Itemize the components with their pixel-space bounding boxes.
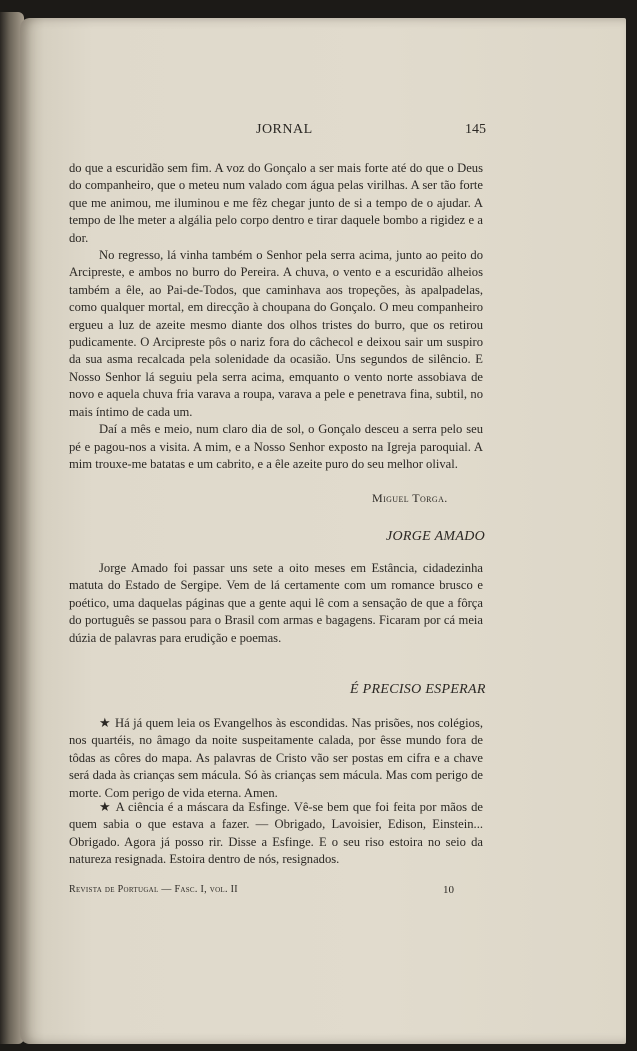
running-title: JORNAL — [256, 122, 313, 137]
star-icon: ★ — [99, 715, 111, 730]
paragraph: Daí a mês e meio, num claro dia de sol, o Gonçalo desceu a serra pelo seu pé e pagou-nos a visita. A mim, e a Nosso Senhor exposto na Igreja paroquial. A mim trouxe-me batatas e um cabrito, e a êle azeite puro do seu melhor olival. — [69, 422, 483, 471]
paragraph: do que a escuridão sem fim. A voz do Gonçalo a ser mais forte até do que o Deus do companheiro, que o meteu num valado com água pelas virilhas. A ser tão forte que me animou, me iluminou e me fêz chegar junto de si a tempo de o ajudar. A tempo de lhe meter a algália pelo corpo dentro e tirar daquele bombo a rigidez e a dor. — [69, 161, 483, 245]
author-signature: Miguel Torga. — [372, 491, 448, 505]
page-number: 145 — [465, 122, 486, 137]
paragraph: Há já quem leia os Evangelhos às escondidas. Nas prisões, nos colégios, nos quartéis, no âmago da noite suspeitamente calada, por êsse mundo fora de tôdas as côres do mapa. As palavras de Cristo vão ser postas em cifra e a chave será dada às crianças sem mácula. Só às crianças sem mácula. Mas com perigo de morte. Com perigo de vida eterna. Amen. — [69, 716, 483, 800]
esperar-item-1 — [69, 714, 483, 802]
footer-signature-number: 10 — [443, 884, 454, 896]
footer-journal-reference: Revista de Portugal — Fasc. I, vol. II — [69, 884, 238, 895]
amado-text-block — [69, 560, 483, 647]
book-page — [20, 18, 626, 1044]
paragraph: Jorge Amado foi passar uns sete a oito meses em Estância, cidadezinha matuta do Estado de Sergipe. Vem de lá certamente com um romance brusco e poético, uma daquelas páginas que a gente aqui lê com a sensação de que a fôrça do português se passou para o Brasil com armas e bagagens. Ficaram por cá meia dúzia de palavras para erudição e poemas. — [69, 561, 483, 645]
torga-text-block — [69, 160, 483, 473]
paragraph: A ciência é a máscara da Esfinge. Vê-se bem que foi feita por mãos de quem sabia o que estava a fazer. — Obrigado, Lavoisier, Edison, Einstein... Obrigado. Agora já posso rir. Disse a Esfinge. E o seu riso estoira no seio da natureza resignada. Estoira dentro de nós, resignados. — [69, 800, 484, 867]
section-heading-e-preciso-esperar: É PRECISO ESPERAR — [350, 682, 486, 697]
paragraph: No regresso, lá vinha também o Senhor pela serra acima, junto ao peito do Arcipreste, e ambos no burro do Pereira. A chuva, o vento e a escuridão alheios também a êle, ao Pai-de-Todos, que caminhava aos tropeções, às apalpadelas, como qualquer mortal, em direcção à choupana do Gonçalo. O meu companheiro ergueu a luz de azeite mesmo diante dos olhos tristes do burro, que os retirou pudicamente. O Arcipreste pôs o nariz fora do câchecol e deixou sair um suspiro da sua asma recalcada pela solenidade da ocasião. Uns segundos de silêncio. E Nosso Senhor lá seguiu pela serra acima, emquanto o vento norte assobiava de novo e aquela chuva fria varava a roupa, varava a pele e penetrava fina, subtil, no mais íntimo de cada um. — [69, 248, 483, 419]
esperar-item-2 — [69, 798, 483, 869]
section-heading-jorge-amado: JORGE AMADO — [386, 529, 486, 544]
star-icon: ★ — [99, 799, 112, 814]
